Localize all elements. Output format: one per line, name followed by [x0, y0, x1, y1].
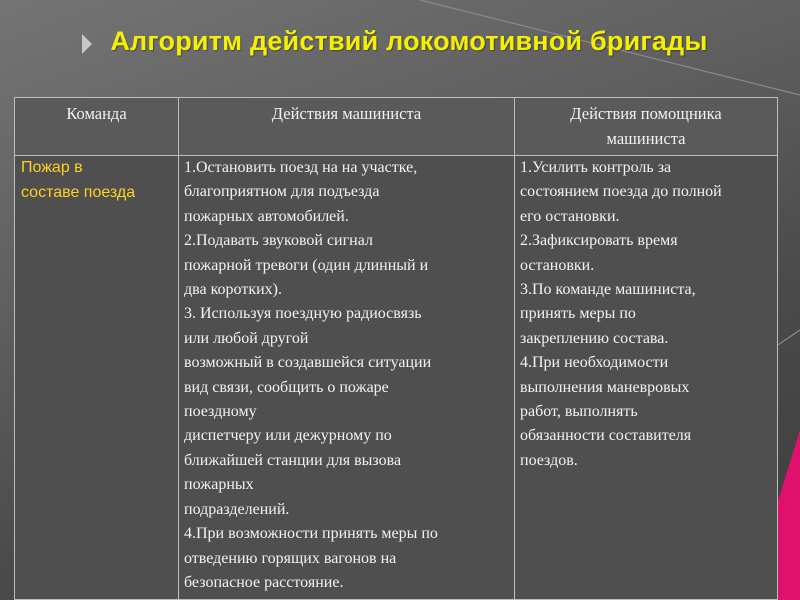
driver-action-line: 1.Остановить поезд на на участке,: [184, 159, 418, 176]
driver-action-line: благоприятном для подъезда: [184, 183, 380, 201]
header-command: [15, 98, 179, 156]
assistant-action-line: 1.Усилить контроль за: [520, 159, 672, 176]
driver-action-line: вид связи, сообщить о пожаре: [184, 378, 389, 396]
assistant-action-line: закреплению состава.: [520, 329, 669, 347]
driver-action-line: 3. Используя поездную радиосвязь: [184, 305, 422, 323]
driver-action-line: подразделений.: [184, 500, 290, 518]
table-row: [15, 156, 778, 600]
header-assistant-label-line1: Действия помощника: [570, 104, 722, 123]
driver-action-line: безопасное расстояние.: [184, 573, 344, 591]
header-assistant-actions: [515, 98, 778, 156]
assistant-action-line: 4.При необходимости: [520, 354, 669, 372]
driver-action-line: или любой другой: [184, 329, 309, 347]
assistant-action-line: поездов.: [520, 451, 578, 469]
driver-action-line: пожарной тревоги (один длинный и: [184, 256, 429, 274]
table-header-row: [15, 98, 778, 156]
driver-action-line: 4.При возможности принять меры по: [184, 525, 438, 543]
command-cell: [15, 156, 179, 600]
driver-action-line: ближайшей станции для вызова: [184, 451, 402, 469]
assistant-actions-cell: [515, 156, 778, 600]
header-assistant-label-line2: машиниста: [606, 129, 686, 148]
assistant-action-line: его остановки.: [520, 207, 620, 225]
driver-action-line: диспетчеру или дежурному по: [184, 427, 392, 445]
command-text: составе поезда: [21, 183, 136, 201]
assistant-action-line: выполнения маневровых: [520, 378, 690, 396]
assistant-action-line: 2.Зафиксировать время: [520, 232, 678, 250]
driver-action-line: 2.Подавать звуковой сигнал: [184, 232, 373, 250]
assistant-action-line: работ, выполнять: [520, 403, 638, 421]
driver-action-line: пожарных: [184, 476, 254, 494]
header-driver-actions: [179, 98, 515, 156]
driver-action-line: пожарных автомобилей.: [184, 207, 349, 225]
header-driver-label: Действия машиниста: [271, 104, 422, 123]
assistant-action-line: обязанности составителя: [520, 427, 692, 445]
assistant-action-line: остановки.: [520, 256, 595, 274]
command-text: Пожар в: [21, 159, 83, 176]
driver-action-line: отведению горящих вагонов на: [184, 549, 397, 567]
header-command-label: Команда: [66, 104, 127, 123]
assistant-action-line: принять меры по: [520, 305, 636, 323]
algorithm-table: [14, 97, 778, 600]
assistant-action-line: состоянием поезда до полной: [520, 183, 722, 201]
driver-action-line: два коротких).: [184, 281, 282, 299]
driver-actions-cell: [179, 156, 515, 600]
slide-title: Алгоритм действий локомотивной бригады: [110, 26, 708, 56]
assistant-action-line: 3.По команде машиниста,: [520, 281, 696, 299]
driver-action-line: поездному: [184, 403, 257, 421]
driver-action-line: возможный в создавшейся ситуации: [184, 354, 432, 372]
